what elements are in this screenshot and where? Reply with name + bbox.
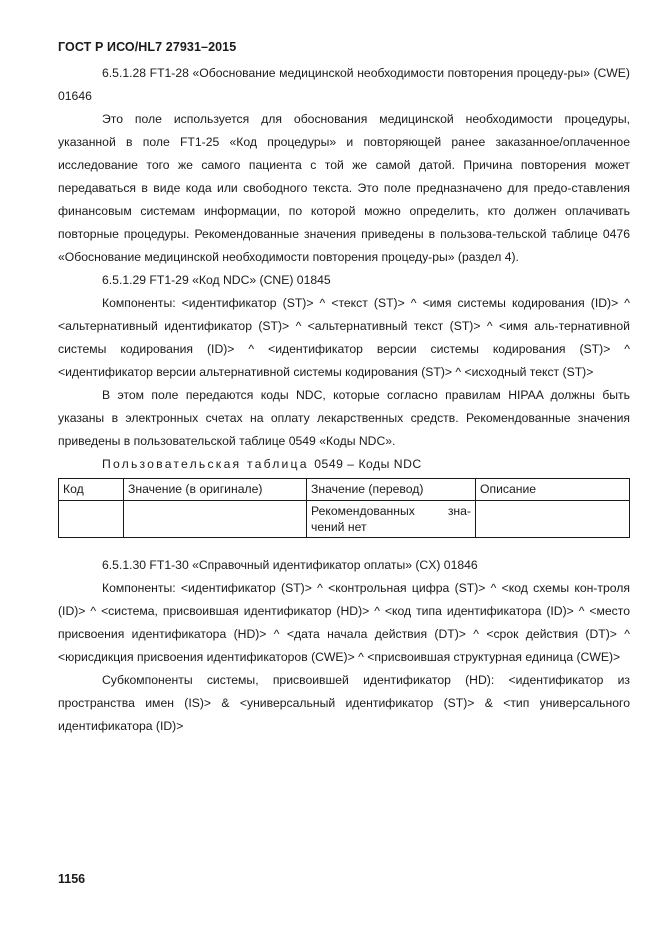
- table-caption: [58, 453, 630, 476]
- page-number: 1156: [58, 872, 86, 886]
- table-cell: [124, 501, 307, 538]
- table-header-row: [59, 479, 630, 501]
- table-caption-number: 0549 – Коды NDC: [314, 457, 422, 471]
- section-heading-ft1-30: 6.5.1.30 FT1-30 «Справочный идентификатор оплаты» (CX) 01846: [102, 558, 478, 572]
- section-heading-ft1-29: 6.5.1.29 FT1-29 «Код NDC» (CNE) 01845: [102, 273, 331, 287]
- table-header-cell: Описание: [476, 479, 630, 501]
- document-body: [58, 62, 630, 738]
- paragraph: В этом поле передаются коды NDC, которые согласно правилам HIPAA должны быть указаны в электронных счетах на оплату лекарственных средств. Рекомендованные значения приведены в пользовательской таблице 0549 «Коды NDC».: [58, 388, 630, 448]
- table-row: [59, 501, 630, 538]
- document-header: ГОСТ Р ИСО/HL7 27931–2015: [58, 40, 237, 54]
- codes-table: [58, 478, 630, 538]
- table-cell: [476, 501, 630, 538]
- section-heading-ft1-28: 6.5.1.28 FT1-28 «Обоснование медицинской необходимости повторения процеду-ры» (CWE) 01646: [58, 66, 630, 103]
- table-header-cell: Значение (перевод): [307, 479, 476, 501]
- table-header-cell: Значение (в оригинале): [124, 479, 307, 501]
- table-caption-prefix: Пользовательская таблица: [102, 457, 309, 471]
- table-cell: [59, 501, 124, 538]
- subcomponents-paragraph: Субкомпоненты системы, присвоившей идентификатор (HD): <идентификатор из пространства имен (IS)> & <универсальный идентификатор (ST)> & <тип универсального идентификатора (ID)>: [58, 673, 630, 733]
- table-header-cell: Код: [59, 479, 124, 501]
- components-paragraph: Компоненты: <идентификатор (ST)> ^ <текст (ST)> ^ <имя системы кодирования (ID)> ^ <альтернативный идентификатор (ST)> ^ <альтернативный текст (ST)> ^ <имя аль-тернативной системы кодирования (ID)> ^ <идентификатор версии системы кодирования (ST)> ^ <идентификатор версии альтернативной системы кодирования (ST)> ^ <исходный текст (ST)>: [58, 296, 630, 379]
- table-cell: Рекомендованных зна-чений нет: [307, 501, 476, 538]
- components-paragraph: Компоненты: <идентификатор (ST)> ^ <контрольная цифра (ST)> ^ <код схемы кон-троля (ID)> ^ <система, присвоившая идентификатор (HD)> ^ <код типа идентификатора (ID)> ^ <место присвоения идентификатора (HD)> ^ <дата начала действия (DT)> ^ <срок действия (DT)> ^ <юрисдикция присвоения идентификаторов (CWE)> ^ <присвоившая структурная единица (CWE)>: [58, 581, 630, 664]
- paragraph: Это поле используется для обоснования медицинской необходимости процедуры, указанной в поле FT1-25 «Код процедуры» и повторяющей ранее заказанное/оплаченное исследование того же самого пациента с той же самой датой. Причина повторения может передаваться в виде кода или свободного текста. Это поле предназначено для предо-ставления финансовым системам информации, по которой можно определить, кто должен оплачивать повторные процедуры. Рекомендованные значения приведены в пользова-тельской таблице 0476 «Обоснование медицинской необходимости повторения процеду-ры» (раздел 4).: [58, 112, 630, 264]
